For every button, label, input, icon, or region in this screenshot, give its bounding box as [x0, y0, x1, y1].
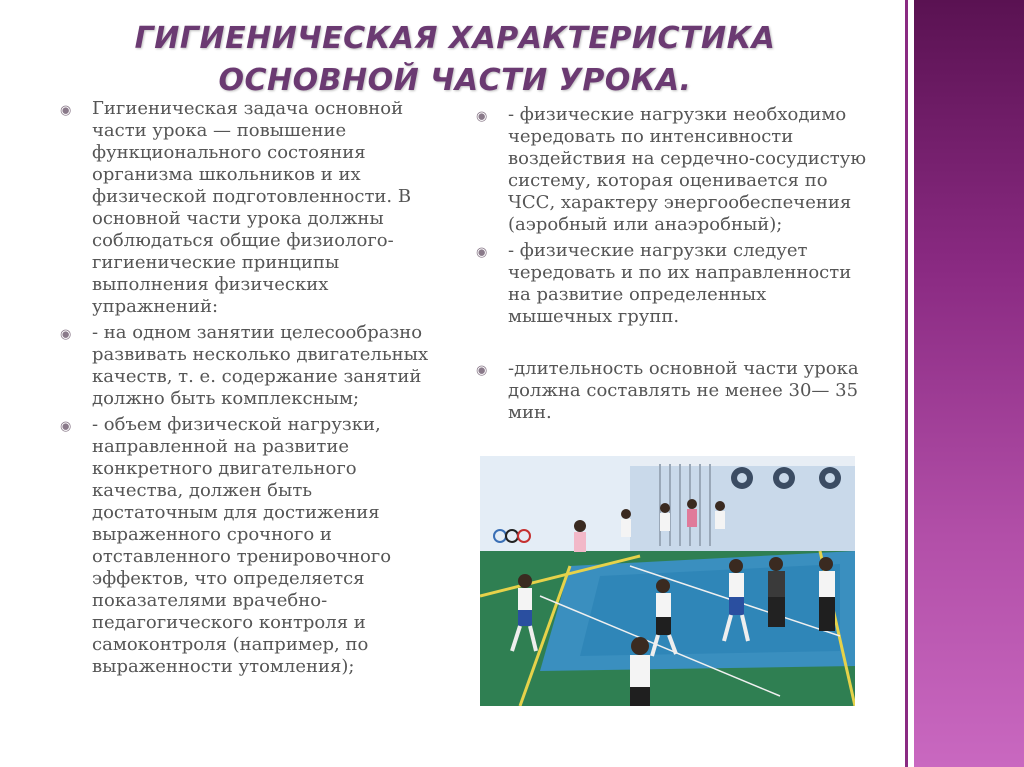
list-item — [474, 358, 874, 424]
circled-dot-bullet-icon: ◉ — [60, 327, 72, 342]
circled-dot-bullet-icon: ◉ — [476, 363, 488, 378]
decorative-divider-line — [905, 0, 908, 767]
gym-photo-illustration — [480, 456, 855, 706]
circled-dot-bullet-icon: ◉ — [476, 109, 488, 124]
list-item — [58, 98, 438, 318]
decorative-side-band — [914, 0, 1024, 767]
bullet-text: - физические нагрузки следует чередовать и по их направленности на развитие определенных мышечных групп. — [508, 240, 852, 327]
bullet-text: - физические нагрузки необходимо чередовать по интенсивности воздействия на сердечно-сосудистую систему, которая оценивается по ЧСС, характеру энергообеспечения (аэробный или анаэробный); — [508, 104, 866, 235]
circled-dot-bullet-icon: ◉ — [60, 419, 72, 434]
bullet-text: Гигиеническая задача основной части урока — повышение функционального состояния организма школьников и их физической подготовленности. В основной части урока должны соблюдаться общие физиолого-гигиенические принципы выполнения физических упражнений: — [92, 98, 412, 317]
bullet-text: - на одном занятии целесообразно развивать несколько двигательных качеств, т. е. содержание занятий должно быть комплексным; — [92, 322, 429, 409]
bullet-text: - объем физической нагрузки, направленной на развитие конкретного двигательного качества, должен быть достаточным для достижения выраженного срочного и отставленного тренировочного эффектов, что определяется показателями врачебно-педагогического контроля и самоконтроля (например, по выраженности утомления); — [92, 414, 392, 677]
left-text-column — [58, 98, 438, 682]
list-item — [58, 414, 438, 678]
list-item — [474, 240, 874, 328]
bullet-text: -длительность основной части урока должна составлять не менее 30— 35 мин. — [508, 358, 859, 423]
circled-dot-bullet-icon: ◉ — [476, 245, 488, 260]
list-item — [474, 104, 874, 236]
right-text-column — [474, 104, 874, 428]
list-item — [58, 322, 438, 410]
school-gym-running-students-photo — [480, 456, 855, 706]
circled-dot-bullet-icon: ◉ — [60, 103, 72, 118]
slide-title: ГИГИЕНИЧЕСКАЯ ХАРАКТЕРИСТИКА ОСНОВНОЙ ЧАСТИ УРОКА. — [134, 21, 776, 98]
